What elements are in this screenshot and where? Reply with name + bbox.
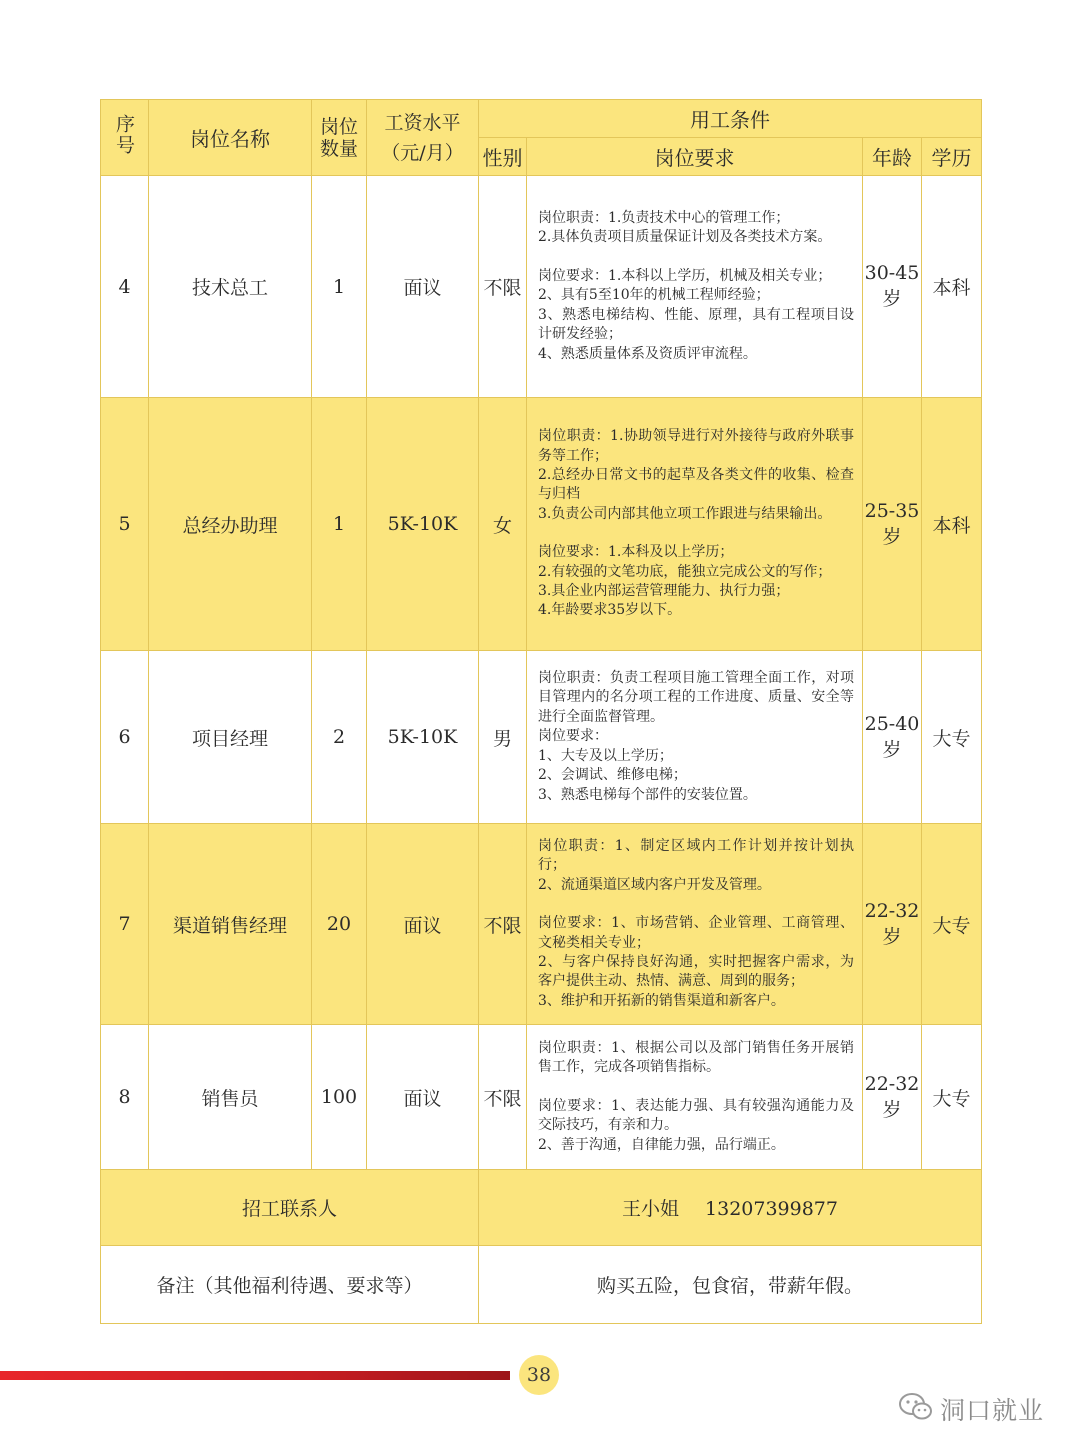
table-row	[101, 1025, 982, 1170]
gender-cell: 女	[479, 398, 527, 651]
seq-cell: 6	[101, 651, 149, 824]
education-cell: 大专	[922, 824, 982, 1025]
header-name: 岗位名称	[149, 100, 312, 176]
table-row	[101, 398, 982, 651]
header-seq: 序号	[101, 100, 149, 176]
table-row	[101, 651, 982, 824]
requirements-cell: 岗位职责：负责工程项目施工管理全面工作，对项目管理内的名分项工程的工作进度、质量、安全等进行全面监督管理。 岗位要求： 1、大专及以上学历； 2、会调试、维修电梯； 3、熟悉电梯每个部件的安装位置。	[527, 651, 863, 824]
position-name-cell: 总经办助理	[149, 398, 312, 651]
contact-row	[101, 1170, 982, 1246]
recruitment-table	[100, 99, 982, 1324]
remarks-label: 备注（其他福利待遇、要求等）	[101, 1246, 479, 1324]
seq-cell: 8	[101, 1025, 149, 1170]
education-cell: 本科	[922, 176, 982, 398]
header-education: 学历	[922, 138, 982, 176]
age-cell: 22-32 岁	[863, 1025, 922, 1170]
page-number: 38	[519, 1355, 559, 1395]
header-row-1	[101, 100, 982, 138]
position-name-cell: 技术总工	[149, 176, 312, 398]
age-cell: 25-40 岁	[863, 651, 922, 824]
brand-watermark	[898, 1391, 1044, 1427]
requirements-cell: 岗位职责：1、根据公司以及部门销售任务开展销售工作，完成各项销售指标。 岗位要求：1、表达能力强、具有较强沟通能力及交际技巧，有亲和力。 2、善于沟通，自律能力强，品行端正。	[527, 1025, 863, 1170]
count-cell: 1	[312, 398, 367, 651]
seq-cell: 5	[101, 398, 149, 651]
seq-cell: 7	[101, 824, 149, 1025]
gender-cell: 男	[479, 651, 527, 824]
salary-cell: 5K-10K	[367, 651, 479, 824]
remarks-row	[101, 1246, 982, 1324]
wechat-icon	[898, 1392, 934, 1426]
brand-text: 洞口就业	[940, 1396, 1045, 1425]
age-cell: 25-35 岁	[863, 398, 922, 651]
header-age: 年龄	[863, 138, 922, 176]
contact-label: 招工联系人	[101, 1170, 479, 1246]
gender-cell: 不限	[479, 176, 527, 398]
decorative-red-bar	[0, 1371, 510, 1380]
count-cell: 100	[312, 1025, 367, 1170]
gender-cell: 不限	[479, 824, 527, 1025]
gender-cell: 不限	[479, 1025, 527, 1170]
header-conditions: 用工条件	[479, 100, 982, 138]
table-row	[101, 176, 982, 398]
education-cell: 大专	[922, 1025, 982, 1170]
salary-cell: 面议	[367, 1025, 479, 1170]
header-requirements: 岗位要求	[527, 138, 863, 176]
count-cell: 20	[312, 824, 367, 1025]
header-salary: 工资水平 （元/月）	[367, 100, 479, 176]
contact-value: 王小姐 13207399877	[479, 1170, 982, 1246]
salary-cell: 5K-10K	[367, 398, 479, 651]
salary-cell: 面议	[367, 824, 479, 1025]
requirements-cell: 岗位职责：1、制定区域内工作计划并按计划执行； 2、流通渠道区域内客户开发及管理。 岗位要求：1、市场营销、企业管理、工商管理、文秘类相关专业； 2、与客户保持良好沟通，实时把握客户需求，为客户提供主动、热情、满意、周到的服务； 3、维护和开拓新的销售渠道和新客户。	[527, 824, 863, 1025]
requirements-cell: 岗位职责：1.协助领导进行对外接待与政府外联事务等工作； 2.总经办日常文书的起草及各类文件的收集、检查与归档 3.负责公司内部其他立项工作跟进与结果输出。 岗位要求：1.本科及以上学历； 2.有较强的文笔功底，能独立完成公文的写作； 3.具企业内部运营管理能力、执行力强； 4.年龄要求35岁以下。	[527, 398, 863, 651]
header-gender: 性别	[479, 138, 527, 176]
education-cell: 大专	[922, 651, 982, 824]
age-cell: 30-45 岁	[863, 176, 922, 398]
age-cell: 22-32 岁	[863, 824, 922, 1025]
count-cell: 2	[312, 651, 367, 824]
position-name-cell: 项目经理	[149, 651, 312, 824]
education-cell: 本科	[922, 398, 982, 651]
remarks-value: 购买五险，包食宿，带薪年假。	[479, 1246, 982, 1324]
position-name-cell: 渠道销售经理	[149, 824, 312, 1025]
seq-cell: 4	[101, 176, 149, 398]
header-count: 岗位 数量	[312, 100, 367, 176]
count-cell: 1	[312, 176, 367, 398]
position-name-cell: 销售员	[149, 1025, 312, 1170]
salary-cell: 面议	[367, 176, 479, 398]
requirements-cell: 岗位职责：1.负责技术中心的管理工作； 2.具体负责项目质量保证计划及各类技术方案。 岗位要求：1.本科以上学历，机械及相关专业； 2、具有5至10年的机械工程师经验； 3、熟悉电梯结构、性能、原理，具有工程项目设计研发经验； 4、熟悉质量体系及资质评审流程。	[527, 176, 863, 398]
table-row	[101, 824, 982, 1025]
